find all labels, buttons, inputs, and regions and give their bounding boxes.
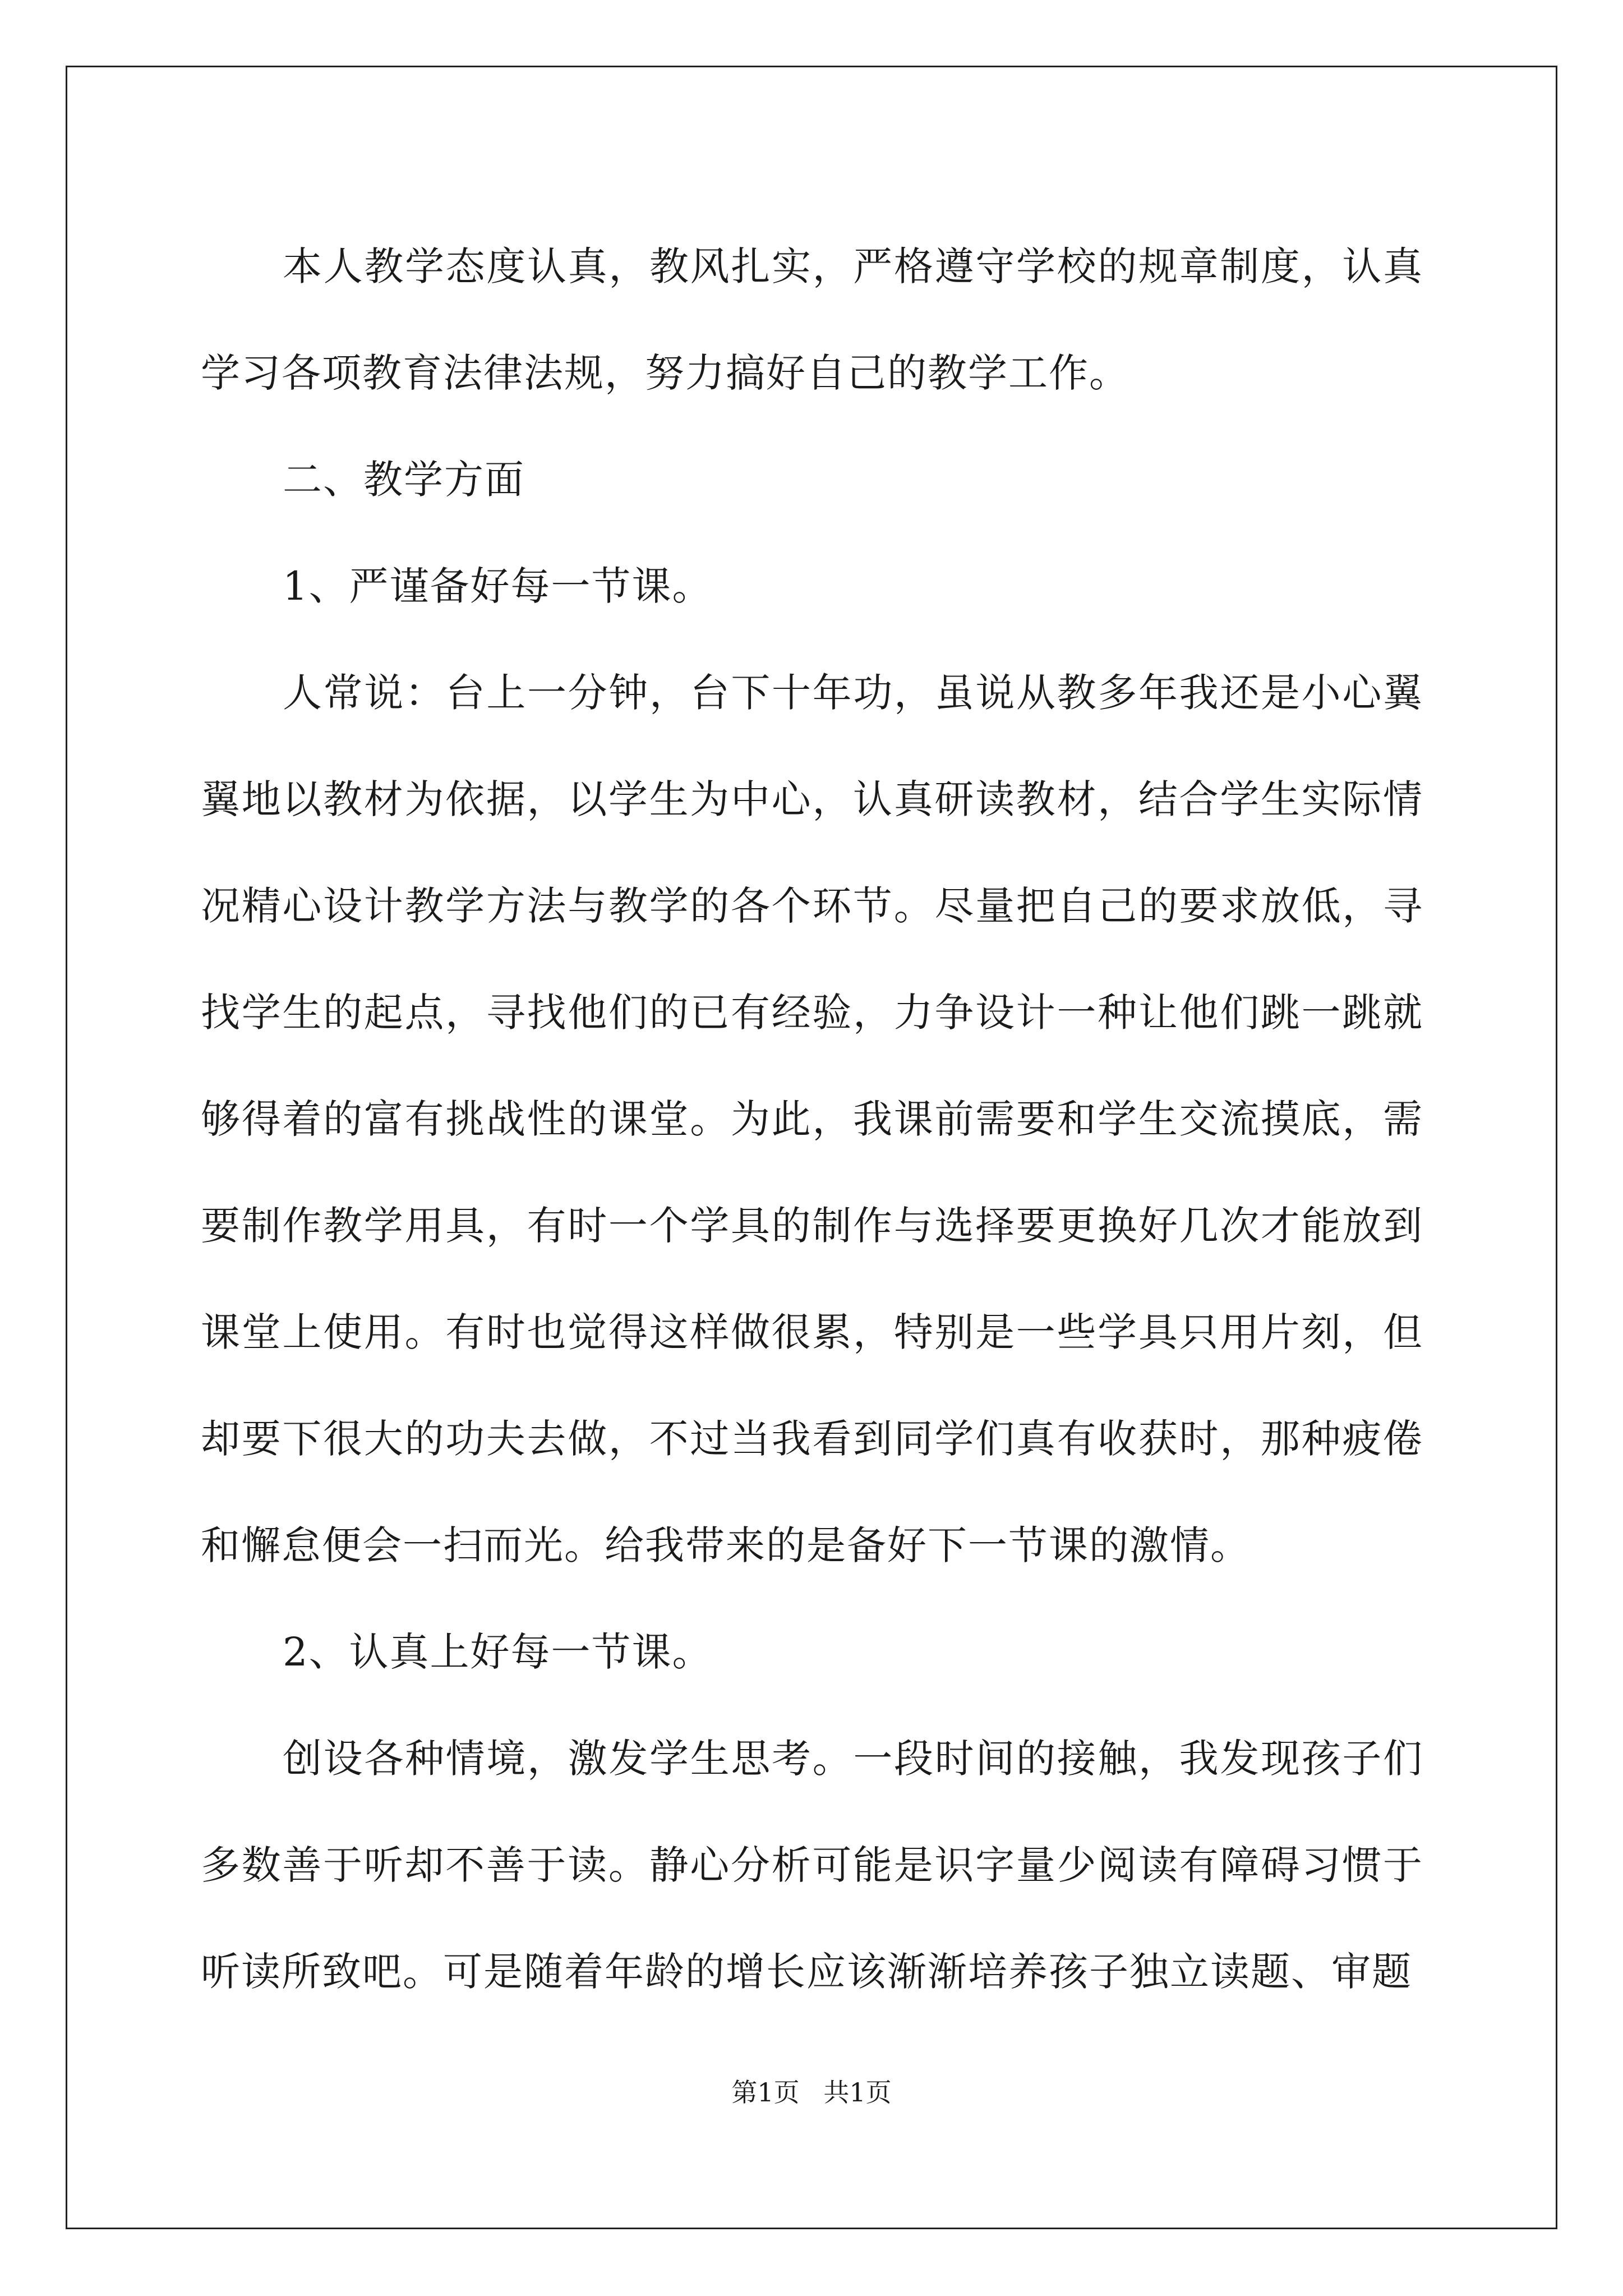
document-body: [201, 213, 1423, 2025]
subheading-prepare-lessons: 1、严谨备好每一节课。: [283, 563, 713, 609]
section-heading-teaching: 二、教学方面: [283, 457, 525, 503]
subheading-teach-lessons: 2、认真上好每一节课。: [283, 1629, 713, 1675]
page-footer: [0, 2076, 1623, 2109]
paragraph-teach-lessons: 创设各种情境，激发学生思考。一段时间的接触，我发现孩子们多数善于听却不善于读。静心分析可能是识字量少阅读有障碍习惯于听读所致吧。可是随着年龄的增长应该渐渐培养孩子独立读题、审题: [201, 1736, 1423, 1995]
paragraph-intro: 本人教学态度认真，教风扎实，严格遵守学校的规章制度，认真学习各项教育法律法规，努力搞好自己的教学工作。: [201, 243, 1423, 396]
page-total: 共1页: [823, 2077, 892, 2108]
page-number: 第1页: [731, 2077, 800, 2108]
paragraph-prepare-lessons: 人常说：台上一分钟，台下十年功，虽说从教多年我还是小心翼翼地以教材为依据，以学生为中心，认真研读教材，结合学生实际情况精心设计教学方法与教学的各个环节。尽量把自己的要求放低，寻找学生的起点，寻找他们的已有经验，力争设计一种让他们跳一跳就够得着的富有挑战性的课堂。为此，我课前需要和学生交流摸底，需要制作教学用具，有时一个学具的制作与选择要更换好几次才能放到课堂上使用。有时也觉得这样做很累，特别是一些学具只用片刻，但却要下很大的功夫去做，不过当我看到同学们真有收获时，那种疲倦和懈怠便会一扫而光。给我带来的是备好下一节课的激情。: [201, 670, 1423, 1568]
